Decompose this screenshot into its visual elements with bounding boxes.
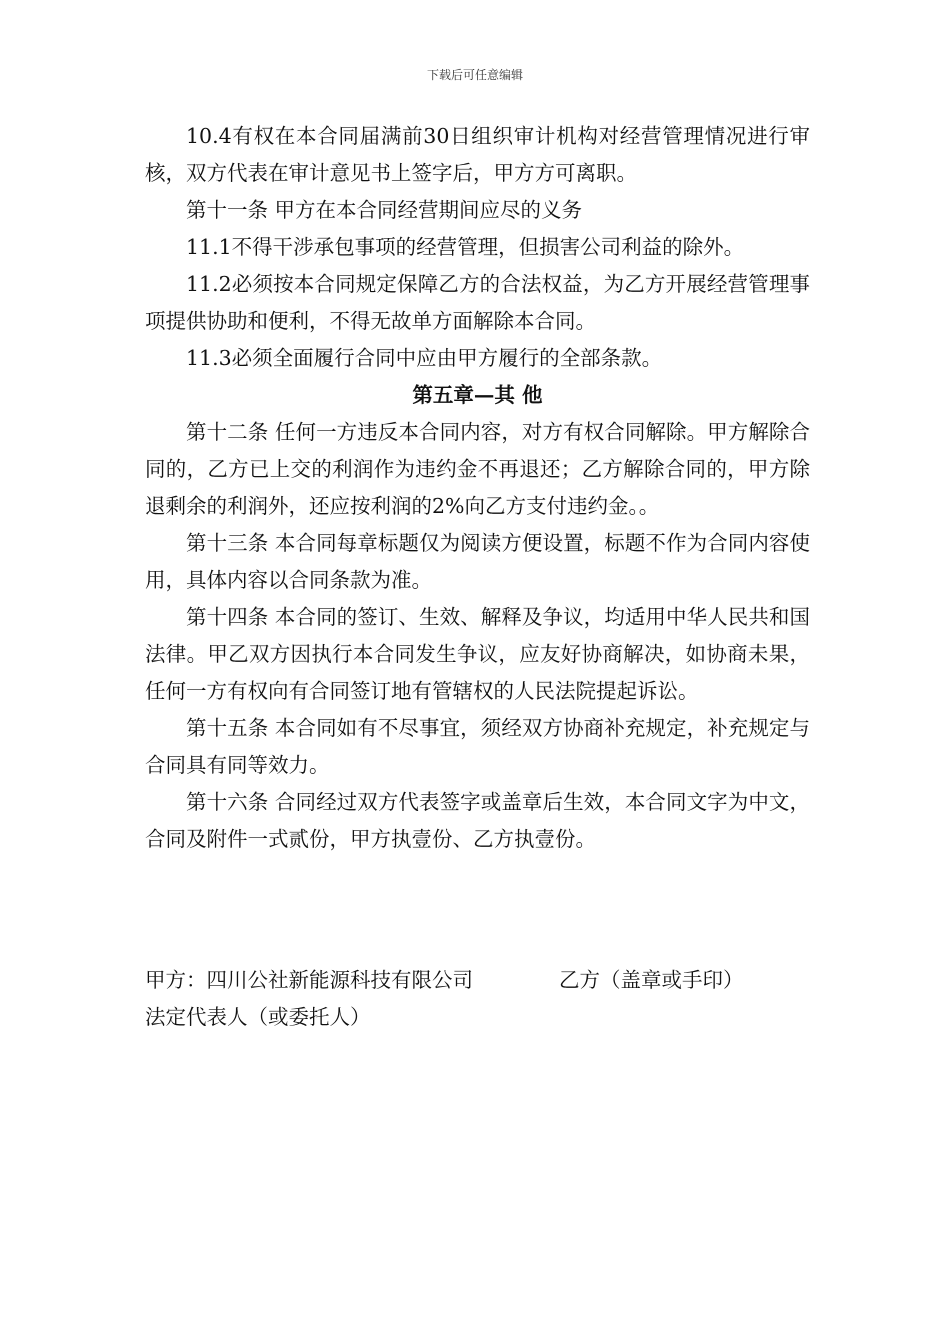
party-a-label: 甲方：四川公社新能源科技有限公司 — [145, 968, 473, 992]
chapter-5-title: 第五章—其 他 — [412, 383, 543, 407]
party-b-label: 乙方（盖章或手印） — [559, 968, 744, 992]
signature-block — [145, 962, 845, 1036]
article-16: 第十六条 合同经过双方代表签字或盖章后生效，本合同文字为中文，合同及附件一式贰份，甲方执壹份、乙方执壹份。 — [145, 790, 810, 851]
document-body — [145, 118, 810, 858]
article-14: 第十四条 本合同的签订、生效、解释及争议，均适用中华人民共和国法律。甲乙双方因执行本合同发生争议，应友好协商解决，如协商未果，任何一方有权向有合同签订地有管辖权的人民法院提起诉讼。 — [145, 605, 810, 703]
article-12: 第十二条 任何一方违反本合同内容，对方有权合同解除。甲方解除合同的，乙方已上交的利润作为违约金不再退还；乙方解除合同的，甲方除退剩余的利润外，还应按利润的2%向乙方支付违约金。。 — [145, 420, 810, 518]
clause-11-2: 11.2必须按本合同规定保障乙方的合法权益，为乙方开展经营管理事项提供协助和便利，不得无故单方面解除本合同。 — [145, 272, 810, 333]
header-note: 下载后可任意编辑 — [426, 68, 523, 82]
signature-row — [145, 962, 845, 999]
article-11-heading: 第十一条 甲方在本合同经营期间应尽的义务 — [186, 198, 583, 222]
clause-11-1: 11.1不得干涉承包事项的经营管理，但损害公司利益的除外。 — [186, 235, 745, 259]
article-13: 第十三条 本合同每章标题仅为阅读方便设置，标题不作为合同内容使用，具体内容以合同条款为准。 — [145, 531, 810, 592]
clause-10-4: 10.4有权在本合同届满前30日组织审计机构对经营管理情况进行审核，双方代表在审计意见书上签字后，甲方方可离职。 — [145, 124, 810, 185]
clause-11-3: 11.3必须全面履行合同中应由甲方履行的全部条款。 — [186, 346, 663, 370]
article-15: 第十五条 本合同如有不尽事宜，须经双方协商补充规定，补充规定与合同具有同等效力。 — [145, 716, 810, 777]
legal-representative-label: 法定代表人（或委托人） — [145, 1005, 371, 1029]
